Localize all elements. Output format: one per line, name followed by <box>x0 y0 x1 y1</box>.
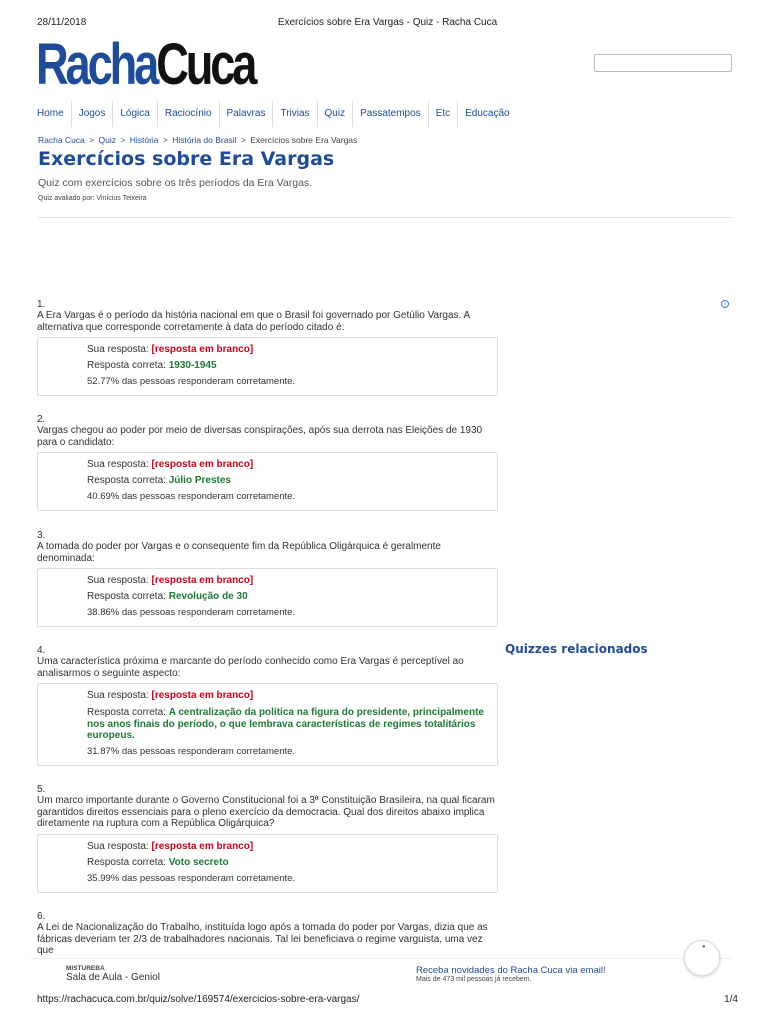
correct-answer-label: Resposta correta: <box>87 360 169 371</box>
breadcrumb-current: Exercícios sobre Era Vargas <box>250 135 358 145</box>
correct-answer-label: Resposta correta: <box>87 707 169 718</box>
answer-box <box>37 337 498 396</box>
correct-answer-row <box>87 589 497 605</box>
page-title: Exercícios sobre Era Vargas <box>38 148 335 170</box>
correct-answer-label: Resposta correta: <box>87 591 169 602</box>
nav-item-logica[interactable]: Lógica <box>113 101 157 127</box>
question-card <box>37 299 497 396</box>
promo-label: MISTUREBA <box>66 965 105 972</box>
correct-answer-value: Júlio Prestes <box>168 475 231 486</box>
question-text: A Era Vargas é o período da história nacional em que o Brasil foi governado por Getúlio Vargas. A alternativa que corresponde corretamente à data do período citado é: <box>37 310 470 333</box>
question-card <box>37 414 497 511</box>
nav-item-educacao[interactable]: Educação <box>465 108 510 119</box>
print-url: https://rachacuca.com.br/quiz/solve/169574/exercicios-sobre-era-vargas/ <box>37 994 360 1005</box>
question-number: 1. <box>37 299 46 310</box>
print-title: Exercícios sobre Era Vargas - Quiz - Racha Cuca <box>277 17 498 28</box>
correct-answer-row <box>87 704 497 744</box>
question-number: 5. <box>37 784 46 795</box>
correct-answer-value: A centralização da política na figura do presidente, principalmente nos anos finais do período, o que lembrava características de regimes totalitários europeus. <box>87 707 484 741</box>
answer-stat: 40.69% das pessoas responderam corretamente. <box>87 491 296 502</box>
nav-item-quiz[interactable]: Quiz <box>318 101 354 127</box>
question-card <box>37 911 497 957</box>
question-text: Uma característica próxima e marcante do período conhecido como Era Vargas é perceptível ao analisarmos o seguinte aspecto: <box>37 656 464 679</box>
nav-item-palavras[interactable]: Palavras <box>220 101 274 127</box>
nav-item-etc[interactable]: Etc <box>429 101 458 127</box>
search-input[interactable] <box>594 54 732 72</box>
breadcrumb-separator: > <box>162 135 168 145</box>
answer-box <box>37 568 498 627</box>
correct-answer-row <box>87 358 497 374</box>
your-answer-value: [resposta em branco] <box>151 840 254 852</box>
print-page-number: 1/4 <box>724 994 738 1005</box>
nav-item-trivias[interactable]: Trivias <box>273 101 317 127</box>
answer-box <box>37 683 498 766</box>
nav-item-raciocinio[interactable]: Raciocínio <box>158 101 220 127</box>
quiz-author: Quiz avaliado por: Vinícius Teixeira <box>38 195 147 202</box>
answer-stat: 38.86% das pessoas responderam corretamente. <box>87 607 296 618</box>
newsletter-subtitle: Mais de 473 mil pessoas já recebem. <box>416 976 532 983</box>
correct-answer-row <box>87 855 497 871</box>
question-number: 4. <box>37 645 46 656</box>
your-answer-row <box>87 457 497 473</box>
correct-answer-label: Resposta correta: <box>87 475 169 486</box>
logo-racha: Racha <box>36 32 157 97</box>
question-card <box>37 645 497 766</box>
your-answer-label: Sua resposta: <box>87 690 152 701</box>
floating-action-button[interactable] <box>684 940 720 976</box>
breadcrumb-separator: > <box>120 135 126 145</box>
promo-name: Sala de Aula - Geniol <box>66 972 160 983</box>
divider <box>38 217 732 218</box>
answer-stat: 52.77% das pessoas responderam corretamente. <box>87 376 296 387</box>
logo-cuca: Cuca <box>156 32 255 97</box>
question-number: 2. <box>37 414 46 425</box>
answer-box <box>37 834 498 893</box>
correct-answer-row <box>87 473 497 489</box>
nav-item-jogos[interactable]: Jogos <box>72 101 114 127</box>
your-answer-row <box>87 342 497 358</box>
question-text: A Lei de Nacionalização do Trabalho, instituída logo após a tomada do poder por Vargas, dizia que as fábricas deveriam ter 2/3 de trabalhadores nacionais. Tal lei beneficiava o regime varguista, uma vez que <box>37 922 488 956</box>
your-answer-row <box>87 573 497 589</box>
newsletter-title: Receba novidades do Racha Cuca via email! <box>416 965 606 976</box>
answer-stat: 35.99% das pessoas responderam corretamente. <box>87 872 296 884</box>
question-text: A tomada do poder por Vargas e o consequente fim da República Oligárquica é geralmente denominada: <box>37 541 441 564</box>
page-subtitle: Quiz com exercícios sobre os três períodos da Era Vargas. <box>38 177 313 189</box>
breadcrumb-item[interactable]: Quiz <box>98 135 116 145</box>
newsletter-cta[interactable] <box>416 965 606 983</box>
breadcrumb-separator: > <box>240 135 246 145</box>
your-answer-value: [resposta em branco] <box>151 344 254 355</box>
breadcrumb-item[interactable]: Racha Cuca <box>38 135 85 145</box>
nav-item-home[interactable]: Home <box>30 101 72 127</box>
answer-box <box>37 452 498 511</box>
answer-stat: 31.87% das pessoas responderam corretamente. <box>87 745 296 757</box>
correct-answer-value: Voto secreto <box>168 856 229 868</box>
ad-info-icon[interactable]: i <box>721 300 729 308</box>
correct-answer-value: Revolução de 30 <box>168 591 248 602</box>
your-answer-label: Sua resposta: <box>87 459 152 470</box>
your-answer-row <box>87 839 497 855</box>
question-text: Um marco importante durante o Governo Constitucional foi a 3ª Constituição Brasileira, na qual ficaram garantidos direitos essenciais para o pleno exercício da democracia. Qual dos direitos abaixo implica diretamente na ruptura com a República Oligárquica? <box>37 795 495 829</box>
your-answer-label: Sua resposta: <box>87 840 152 852</box>
your-answer-row <box>87 688 497 704</box>
promo-link[interactable] <box>66 965 160 983</box>
breadcrumb-item[interactable]: História <box>129 135 159 145</box>
correct-answer-value: 1930-1945 <box>168 360 217 371</box>
breadcrumb-separator: > <box>89 135 95 145</box>
bottom-bar <box>30 958 732 990</box>
your-answer-value: [resposta em branco] <box>151 690 254 701</box>
breadcrumb <box>38 135 357 145</box>
dot-icon: ● <box>702 944 706 950</box>
question-number: 6. <box>37 911 46 922</box>
print-date: 28/11/2018 <box>37 17 87 28</box>
your-answer-label: Sua resposta: <box>87 344 152 355</box>
correct-answer-label: Resposta correta: <box>87 856 169 868</box>
your-answer-value: [resposta em branco] <box>151 575 254 586</box>
main-nav <box>30 101 517 127</box>
site-logo[interactable] <box>36 32 255 97</box>
related-quizzes-title: Quizzes relacionados <box>505 642 648 656</box>
your-answer-value: [resposta em branco] <box>151 459 254 470</box>
question-card <box>37 530 497 627</box>
question-text: Vargas chegou ao poder por meio de diversas conspirações, após sua derrota nas Eleições de 1930 para o candidato: <box>37 425 483 448</box>
question-card <box>37 784 497 893</box>
breadcrumb-item[interactable]: História do Brasil <box>172 135 237 145</box>
your-answer-label: Sua resposta: <box>87 575 152 586</box>
question-number: 3. <box>37 530 46 541</box>
nav-item-passatempos[interactable]: Passatempos <box>353 101 429 127</box>
